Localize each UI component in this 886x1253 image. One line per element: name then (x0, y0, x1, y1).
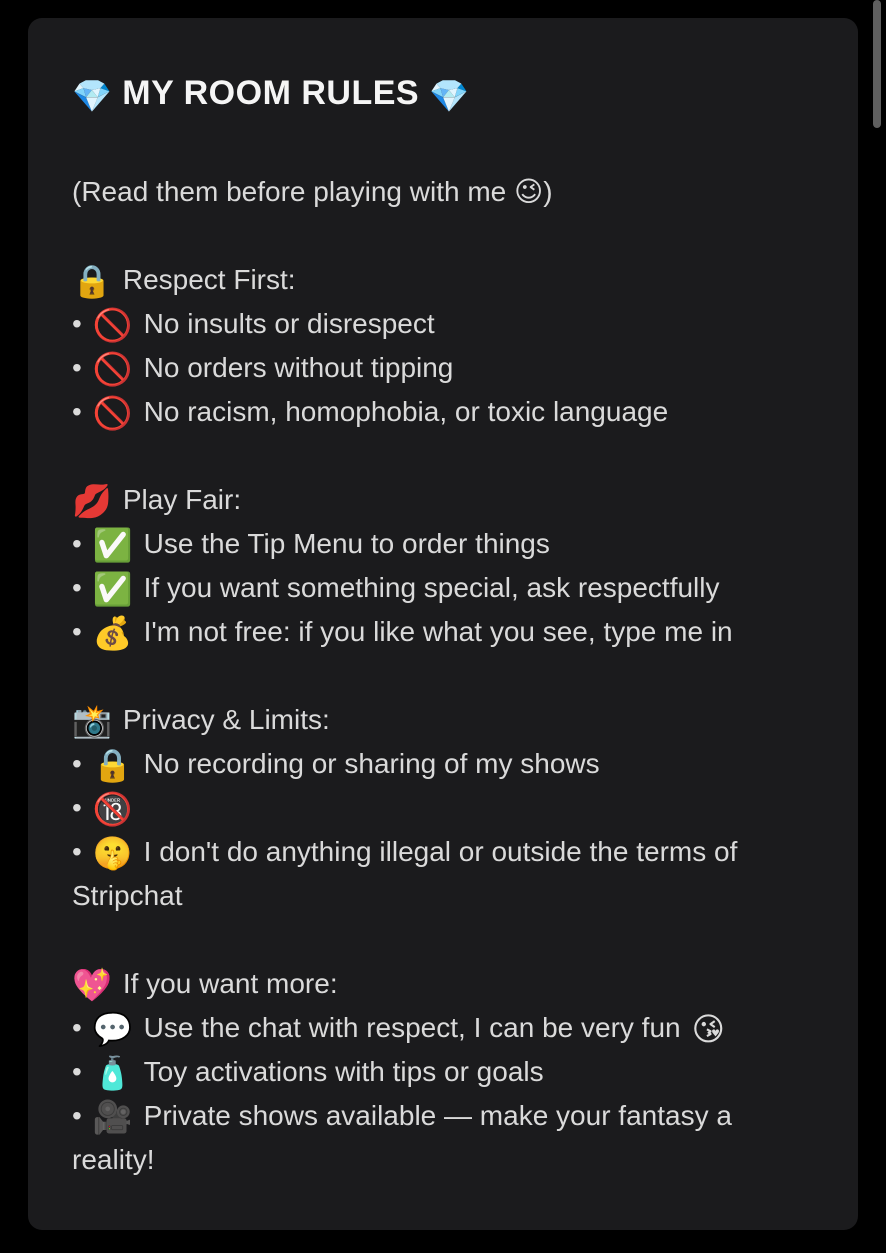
bullet-marker: • (72, 616, 82, 647)
rule-item (72, 1006, 810, 1050)
no-entry-emoji: 🚫 (92, 351, 133, 387)
bullet-marker: • (72, 572, 82, 603)
rule-item (72, 566, 810, 610)
speech-balloon-emoji: 💬 (92, 1011, 133, 1047)
section-heading (72, 258, 810, 302)
shushing-face-emoji: 🤫 (92, 835, 133, 871)
rules-section (72, 258, 810, 434)
section-heading (72, 478, 810, 522)
section-heading-text: Respect First: (122, 264, 296, 295)
rule-item (72, 786, 810, 830)
rule-item (72, 390, 810, 434)
rule-item-text: Private shows available — make your fantasy a reality! (72, 1100, 732, 1175)
gem-icon: 💎 (429, 78, 470, 114)
money-bag-emoji: 💰 (92, 615, 133, 651)
under-18-emoji: 🔞 (92, 791, 133, 827)
rule-item-text: Use the Tip Menu to order things (143, 528, 550, 559)
rule-item-text: Use the chat with respect, I can be very fun (143, 1012, 681, 1043)
gem-icon: 💎 (72, 78, 113, 114)
section-heading (72, 962, 810, 1006)
room-rules-panel (28, 18, 858, 1230)
page-title-text: MY ROOM RULES (122, 74, 420, 112)
scrollbar-thumb[interactable] (873, 0, 881, 128)
rule-item-text: If you want something special, ask respectfully (143, 572, 720, 603)
bullet-marker: • (72, 836, 82, 867)
movie-camera-emoji: 🎥 (92, 1099, 133, 1135)
lock-emoji: 🔒 (92, 747, 133, 783)
rule-item (72, 830, 810, 918)
rule-item-text: I'm not free: if you like what you see, type me in (143, 616, 733, 647)
camera-flash-emoji: 📸 (72, 703, 112, 739)
rules-sections (72, 258, 810, 1182)
kissing-face-emoji: 😘 (691, 1011, 725, 1047)
bullet-marker: • (72, 748, 82, 779)
rule-item (72, 610, 810, 654)
rule-item (72, 742, 810, 786)
rule-item-text: No racism, homophobia, or toxic language (143, 396, 669, 427)
rules-section (72, 478, 810, 654)
bullet-marker: • (72, 528, 82, 559)
rule-item (72, 522, 810, 566)
bullet-marker: • (72, 308, 82, 339)
bullet-marker: • (72, 1012, 82, 1043)
rule-item-text: Toy activations with tips or goals (143, 1056, 544, 1087)
rules-section (72, 962, 810, 1182)
subtitle: (Read them before playing with me 😉) (72, 176, 553, 207)
rule-item (72, 302, 810, 346)
bullet-marker: • (72, 1056, 82, 1087)
bullet-marker: • (72, 352, 82, 383)
page-title (72, 70, 810, 116)
rule-item-text: I don't do anything illegal or outside the terms of Stripchat (72, 836, 738, 911)
check-mark-emoji: ✅ (92, 527, 133, 563)
sparkling-heart-emoji: 💖 (72, 967, 112, 1003)
section-heading-text: Play Fair: (122, 484, 242, 515)
bullet-marker: • (72, 792, 82, 823)
rule-item-text: No orders without tipping (143, 352, 454, 383)
rule-item (72, 346, 810, 390)
lock-emoji: 🔒 (72, 263, 112, 299)
check-mark-emoji: ✅ (92, 571, 133, 607)
kiss-mark-emoji: 💋 (72, 483, 112, 519)
rule-item-text: No recording or sharing of my shows (143, 748, 600, 779)
no-entry-emoji: 🚫 (92, 395, 133, 431)
no-entry-emoji: 🚫 (92, 307, 133, 343)
rules-section (72, 698, 810, 918)
rule-item (72, 1094, 810, 1182)
rule-item (72, 1050, 810, 1094)
section-heading-text: If you want more: (122, 968, 338, 999)
lotion-bottle-emoji: 🧴 (92, 1055, 133, 1091)
bullet-marker: • (72, 1100, 82, 1131)
rule-item-text: No insults or disrespect (143, 308, 435, 339)
section-heading (72, 698, 810, 742)
section-heading-text: Privacy & Limits: (122, 704, 330, 735)
bullet-marker: • (72, 396, 82, 427)
